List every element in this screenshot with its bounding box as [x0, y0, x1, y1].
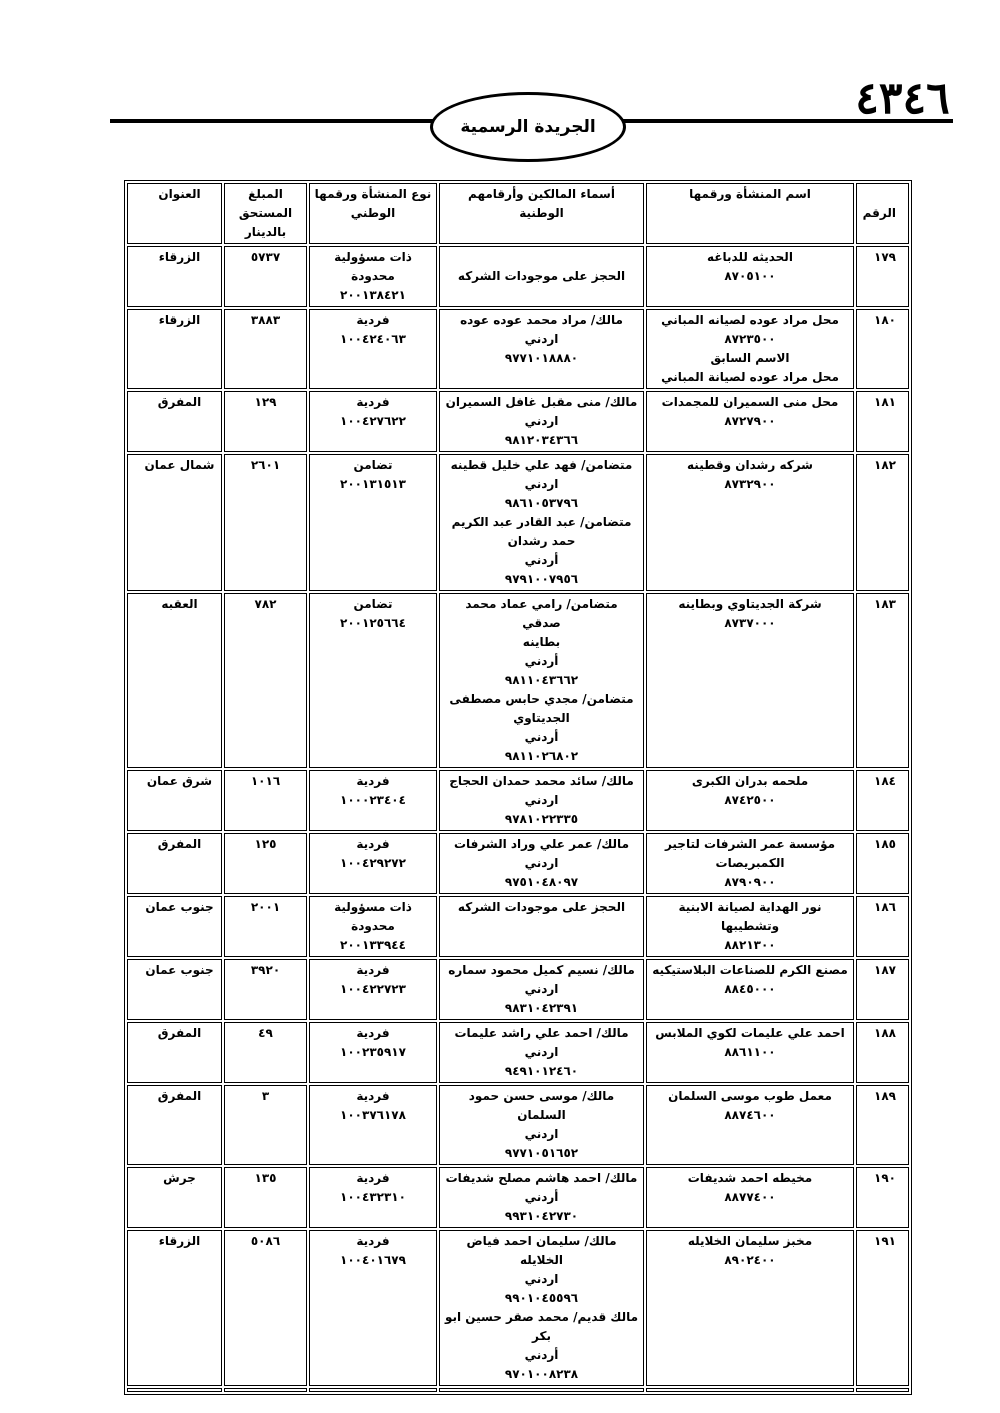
cell-establishment-line: مصنع الكرم للصناعات البلاستيكيه — [652, 963, 848, 977]
cell-type-line: ١٠٠٤٢٧٦٢٢ — [340, 414, 406, 428]
cell-number: ١٨١ — [856, 391, 909, 452]
cell-number: ١٨٦ — [856, 896, 909, 957]
cell-type-line: ذات مسؤولية — [334, 250, 412, 264]
cell-number: ١٨٠ — [856, 309, 909, 389]
cell-establishment — [646, 1167, 854, 1228]
cell-type — [309, 770, 437, 831]
cell-establishment-line: نور الهداية لصيانة الابنية — [678, 900, 822, 914]
column-header-address: العنوان — [127, 183, 222, 244]
cell-address: شمال عمان — [127, 454, 222, 591]
cell-owners-line: متضامن/ فهد علي خليل قطينه — [450, 458, 633, 472]
cell-establishment-line: الحديثه للدباغه — [707, 250, 793, 264]
cell-owners — [439, 1167, 644, 1228]
cell-establishment-line: ٨٧٣٧٠٠٠ — [724, 616, 776, 630]
cell-owners-line: متضامن/ رامي عماد محمد صدقي — [465, 597, 618, 630]
cell-owners — [439, 1230, 644, 1386]
cell-type-line: ١٠٠٠٢٣٤٠٤ — [340, 793, 406, 807]
table-row — [127, 896, 909, 957]
cell-address: جنوب عمان — [127, 896, 222, 957]
cell-number: ١٨٥ — [856, 833, 909, 894]
cell-owners-line: مالك/ موسى حسن حمود السلمان — [468, 1089, 615, 1122]
cell-establishment-line: الكمبريصات — [715, 856, 785, 870]
cell-owners-line: أردني — [524, 553, 559, 567]
cell-owners-line: اردني — [524, 332, 559, 346]
cell-establishment-line: ٨٧٤٢٥٠٠ — [724, 793, 776, 807]
cell-blank — [646, 1388, 854, 1392]
cell-establishment-line: محل مراد عوده لصيانة المباني — [661, 370, 839, 384]
cell-owners-line — [444, 248, 639, 267]
cell-owners-line: مالك/ نسيم كميل محمود سماره — [448, 963, 635, 977]
cell-type-line: فردية — [356, 313, 390, 327]
table-row — [127, 246, 909, 307]
table-row — [127, 1167, 909, 1228]
cell-owners — [439, 454, 644, 591]
cell-number: ١٧٩ — [856, 246, 909, 307]
cell-owners-line: حمد رشدان — [507, 534, 576, 548]
cell-establishment-line: شركة الجديتاوي وبطاينه — [678, 597, 822, 611]
cell-owners-line: ٩٨٦١٠٥٣٧٩٦ — [504, 496, 579, 510]
cell-amount: ١٣٥ — [224, 1167, 307, 1228]
cell-establishment-line: معمل طوب موسى السلمان — [668, 1089, 832, 1103]
cell-amount: ٥٧٣٧ — [224, 246, 307, 307]
cell-type — [309, 896, 437, 957]
cell-address: الزرقاء — [127, 1230, 222, 1386]
cell-establishment-line: احمد علي عليمات لكوي الملابس — [655, 1026, 845, 1040]
cell-owners-line: ٩٧٩١٠٠٧٩٥٦ — [504, 572, 579, 586]
cell-establishment-line: ٨٨٧٤٦٠٠ — [724, 1108, 776, 1122]
cell-owners — [439, 1085, 644, 1165]
cell-type-line: فردية — [356, 1089, 390, 1103]
cell-number: ١٩٠ — [856, 1167, 909, 1228]
cell-establishment-line: ٨٧٢٣٥٠٠ — [724, 332, 776, 346]
cell-establishment — [646, 833, 854, 894]
cell-type-line: فردية — [356, 837, 390, 851]
cell-owners-line: ٩٧٥١٠٤٨٠٩٧ — [504, 875, 579, 889]
cell-type-line: ٢٠٠١٣٨٤٢١ — [340, 288, 406, 302]
cell-owners-line: أردني — [524, 654, 559, 668]
cell-owners-line: ٩٧٧١٠٥١٦٥٢ — [504, 1146, 579, 1160]
cell-owners-line: ٩٨١١٠٢٦٨٠٢ — [504, 749, 579, 763]
cell-type — [309, 833, 437, 894]
cell-amount: ٤٩ — [224, 1022, 307, 1083]
table-row — [127, 770, 909, 831]
page-number: ٤٣٤٦ — [855, 73, 950, 124]
cell-type-line: ٢٠٠١٣٣٩٤٤ — [340, 938, 406, 952]
cell-owners — [439, 593, 644, 768]
cell-type — [309, 593, 437, 768]
cell-number: ١٩١ — [856, 1230, 909, 1386]
cell-address: المفرق — [127, 1085, 222, 1165]
cell-type — [309, 391, 437, 452]
cell-establishment-line: وتشطيبها — [720, 919, 780, 933]
cell-owners-line: مالك قديم/ محمد صقر حسين ابو بكر — [444, 1310, 639, 1343]
cell-owners — [439, 309, 644, 389]
table-row — [127, 454, 909, 591]
cell-owners-line: متضامن/ مجدي حابس مصطفى — [449, 692, 634, 706]
cell-number: ١٨٨ — [856, 1022, 909, 1083]
cell-type — [309, 1085, 437, 1165]
cell-owners — [439, 246, 644, 307]
cell-establishment — [646, 1022, 854, 1083]
cell-establishment — [646, 1085, 854, 1165]
cell-owners-line: أردني — [524, 1348, 559, 1362]
cell-establishment-line: مؤسسة عمر الشرفات لتاجير — [664, 837, 836, 851]
column-header-type: نوع المنشأة ورقمها الوطني — [309, 183, 437, 244]
cell-amount: ١٢٩ — [224, 391, 307, 452]
column-header-number: الرقم — [856, 183, 909, 244]
cell-owners-line: اردني — [524, 1045, 559, 1059]
cell-owners-line: اردني — [524, 477, 559, 491]
cell-number: ١٨٧ — [856, 959, 909, 1020]
cell-owners-line: ٩٩٠١٠٤٥٥٩٦ — [504, 1291, 579, 1305]
cell-amount: ٢٦٠١ — [224, 454, 307, 591]
cell-owners-line: مالك/ عمر علي وراد الشرفات — [453, 837, 629, 851]
column-header-amount: المبلغ المستحق بالدينار — [224, 183, 307, 244]
column-header-owners: أسماء المالكين وأرقامهم الوطنية — [439, 183, 644, 244]
cell-owners-line: مالك/ منى مقبل غافل السميران — [445, 395, 638, 409]
cell-owners-line: مالك/ احمد هاشم مصلح شديفات — [445, 1171, 638, 1185]
cell-type-line: فردية — [356, 1234, 390, 1248]
cell-type — [309, 309, 437, 389]
cell-owners-line: الحجز على موجودات الشركه — [457, 900, 626, 914]
cell-owners-line: بطاينه — [522, 635, 561, 649]
cell-amount: ١٢٥ — [224, 833, 307, 894]
cell-establishment-line: مخبز سليمان الخلايله — [687, 1234, 813, 1248]
cell-owners — [439, 770, 644, 831]
cell-owners-line: اردني — [524, 856, 559, 870]
cell-establishment-line: مخيطه احمد شديفات — [687, 1171, 813, 1185]
registry-table — [124, 180, 912, 1395]
cell-number: ١٨٣ — [856, 593, 909, 768]
cell-blank — [224, 1388, 307, 1392]
table-row — [127, 833, 909, 894]
cell-blank — [309, 1388, 437, 1392]
cell-owners-line: ٩٨١٢٠٣٤٣٦٦ — [504, 433, 579, 447]
cell-establishment — [646, 770, 854, 831]
cell-owners-line: أردني — [524, 1190, 559, 1204]
cell-type-line: ١٠٠٤٢٤٠٦٣ — [340, 332, 406, 346]
cell-blank — [856, 1388, 909, 1392]
cell-type-line: ٢٠٠١٣١٥١٣ — [340, 477, 406, 491]
table-row — [127, 1085, 909, 1165]
cell-type — [309, 246, 437, 307]
cell-type-line: فردية — [356, 395, 390, 409]
cell-address: جرش — [127, 1167, 222, 1228]
table-body — [127, 246, 909, 1392]
cell-owners-line: اردني — [524, 793, 559, 807]
cell-number: ١٨٤ — [856, 770, 909, 831]
cell-establishment-line: ٨٧٣٢٩٠٠ — [724, 477, 776, 491]
cell-establishment — [646, 309, 854, 389]
cell-establishment — [646, 959, 854, 1020]
cell-owners-line: الجديتاوي — [513, 711, 570, 725]
cell-owners — [439, 1022, 644, 1083]
cell-type-line: فردية — [356, 1171, 390, 1185]
cell-owners-line: متضامن/ عبد القادر عبد الكريم — [451, 515, 632, 529]
cell-amount: ٣٨٨٣ — [224, 309, 307, 389]
cell-address: العقبه — [127, 593, 222, 768]
cell-owners-line: مالك/ احمد علي راشد عليمات — [454, 1026, 629, 1040]
cell-type — [309, 1230, 437, 1386]
cell-establishment — [646, 896, 854, 957]
cell-establishment — [646, 246, 854, 307]
cell-address: الزرقاء — [127, 246, 222, 307]
cell-blank — [439, 1388, 644, 1392]
cell-amount: ١٠١٦ — [224, 770, 307, 831]
cell-amount: ٧٨٢ — [224, 593, 307, 768]
cell-establishment-line: محل منى السميران للمجمدات — [661, 395, 839, 409]
cell-type-line: ١٠٠٤٢٩٢٧٢ — [340, 856, 406, 870]
cell-owners-line: الحجز على موجودات الشركه — [457, 269, 626, 283]
cell-type-line: تضامن — [353, 597, 393, 611]
cell-blank — [127, 1388, 222, 1392]
cell-type-line: ٢٠٠١٢٥٦٦٤ — [340, 616, 406, 630]
cell-owners-line: مالك/ سليمان احمد فياض الخلايله — [466, 1234, 617, 1267]
cell-owners — [439, 959, 644, 1020]
cell-establishment-line: شركه رشدان وقطينه — [687, 458, 813, 472]
cell-type-line: ١٠٠٤٠١٦٧٩ — [340, 1253, 406, 1267]
cell-owners-line: مالك/ سائد محمد حمدان الحجاج — [449, 774, 634, 788]
cell-type — [309, 1167, 437, 1228]
table-row — [127, 1230, 909, 1386]
cell-owners-line: ٩٧٧١٠١٨٨٨٠ — [504, 351, 579, 365]
cell-establishment-line: ٨٨٧٧٤٠٠ — [724, 1190, 776, 1204]
cell-owners — [439, 833, 644, 894]
cell-establishment — [646, 593, 854, 768]
table-row — [127, 309, 909, 389]
cell-type-line: فردية — [356, 1026, 390, 1040]
cell-owners-line: ٩٧٠١٠٠٨٢٣٨ — [504, 1367, 579, 1381]
cell-owners-line: ٩٨١١٠٤٣٦٦٢ — [504, 673, 579, 687]
header-row — [127, 183, 909, 244]
cell-type-line: فردية — [356, 963, 390, 977]
cell-establishment-line: ٨٩٠٢٤٠٠ — [724, 1253, 776, 1267]
cell-type-line: ١٠٠٤٢٢٧٢٣ — [340, 982, 406, 996]
cell-establishment-line: ٨٨٢١٣٠٠ — [724, 938, 776, 952]
cell-owners-line: ٩٧٨١٠٢٢٣٣٥ — [504, 812, 579, 826]
cell-type-line: ١٠٠٣٧٦١٧٨ — [340, 1108, 406, 1122]
cell-owners-line: اردني — [524, 1272, 559, 1286]
cell-amount: ٣٩٢٠ — [224, 959, 307, 1020]
cell-number: ١٨٩ — [856, 1085, 909, 1165]
column-header-establishment: اسم المنشأة ورقمها — [646, 183, 854, 244]
masthead: الجريدة الرسمية — [430, 92, 626, 162]
cell-owners-line: ٩٨٣١٠٤٢٣٩١ — [504, 1001, 579, 1015]
cell-owners-line: أردني — [524, 730, 559, 744]
cell-type — [309, 1022, 437, 1083]
cell-owners-line: اردني — [524, 414, 559, 428]
cell-address: الزرقاء — [127, 309, 222, 389]
cell-establishment-line: ٨٧٠٥١٠٠ — [724, 269, 776, 283]
cell-establishment-line: ٨٧٩٠٩٠٠ — [724, 875, 776, 889]
cell-owners-line: ٩٩٣١٠٤٢٧٣٠ — [504, 1209, 579, 1223]
cell-owners-line: اردني — [524, 1127, 559, 1141]
cell-address: المفرق — [127, 391, 222, 452]
cell-address: المفرق — [127, 1022, 222, 1083]
cell-establishment-line: ملحمه بدران الكبرى — [691, 774, 809, 788]
cell-owners-line: ٩٤٩١٠١٢٤٦٠ — [504, 1064, 579, 1078]
cell-address: شرق عمان — [127, 770, 222, 831]
cell-owners — [439, 391, 644, 452]
cell-amount: ٥٠٨٦ — [224, 1230, 307, 1386]
cell-type-line: محدودة — [351, 919, 395, 933]
cell-type-line: فردية — [356, 774, 390, 788]
cell-establishment — [646, 391, 854, 452]
cell-establishment-line: ٨٨٤٥٠٠٠ — [724, 982, 776, 996]
table-row-blank — [127, 1388, 909, 1392]
cell-owners-line: اردني — [524, 982, 559, 996]
cell-amount: ٣ — [224, 1085, 307, 1165]
cell-establishment-line: ٨٨٦١١٠٠ — [724, 1045, 776, 1059]
table-row — [127, 959, 909, 1020]
table-row — [127, 1022, 909, 1083]
cell-address: جنوب عمان — [127, 959, 222, 1020]
cell-owners — [439, 896, 644, 957]
cell-establishment — [646, 454, 854, 591]
cell-amount: ٢٠٠١ — [224, 896, 307, 957]
cell-type-line: محدودة — [351, 269, 395, 283]
cell-establishment — [646, 1230, 854, 1386]
cell-type — [309, 454, 437, 591]
cell-address: المفرق — [127, 833, 222, 894]
cell-number: ١٨٢ — [856, 454, 909, 591]
cell-type-line: ١٠٠٤٣٢٣١٠ — [340, 1190, 406, 1204]
cell-owners-line: مالك/ مراد محمد عوده عوده — [460, 313, 623, 327]
cell-establishment-line: ٨٧٢٧٩٠٠ — [724, 414, 776, 428]
table-row — [127, 391, 909, 452]
cell-type-line: ذات مسؤولية — [334, 900, 412, 914]
cell-establishment-line: الاسم السابق — [710, 351, 790, 365]
table-row — [127, 593, 909, 768]
cell-type-line: تضامن — [353, 458, 393, 472]
cell-type-line: ١٠٠٢٣٥٩١٧ — [340, 1045, 406, 1059]
cell-establishment-line: محل مراد عوده لصيانه المباني — [661, 313, 839, 327]
cell-type — [309, 959, 437, 1020]
